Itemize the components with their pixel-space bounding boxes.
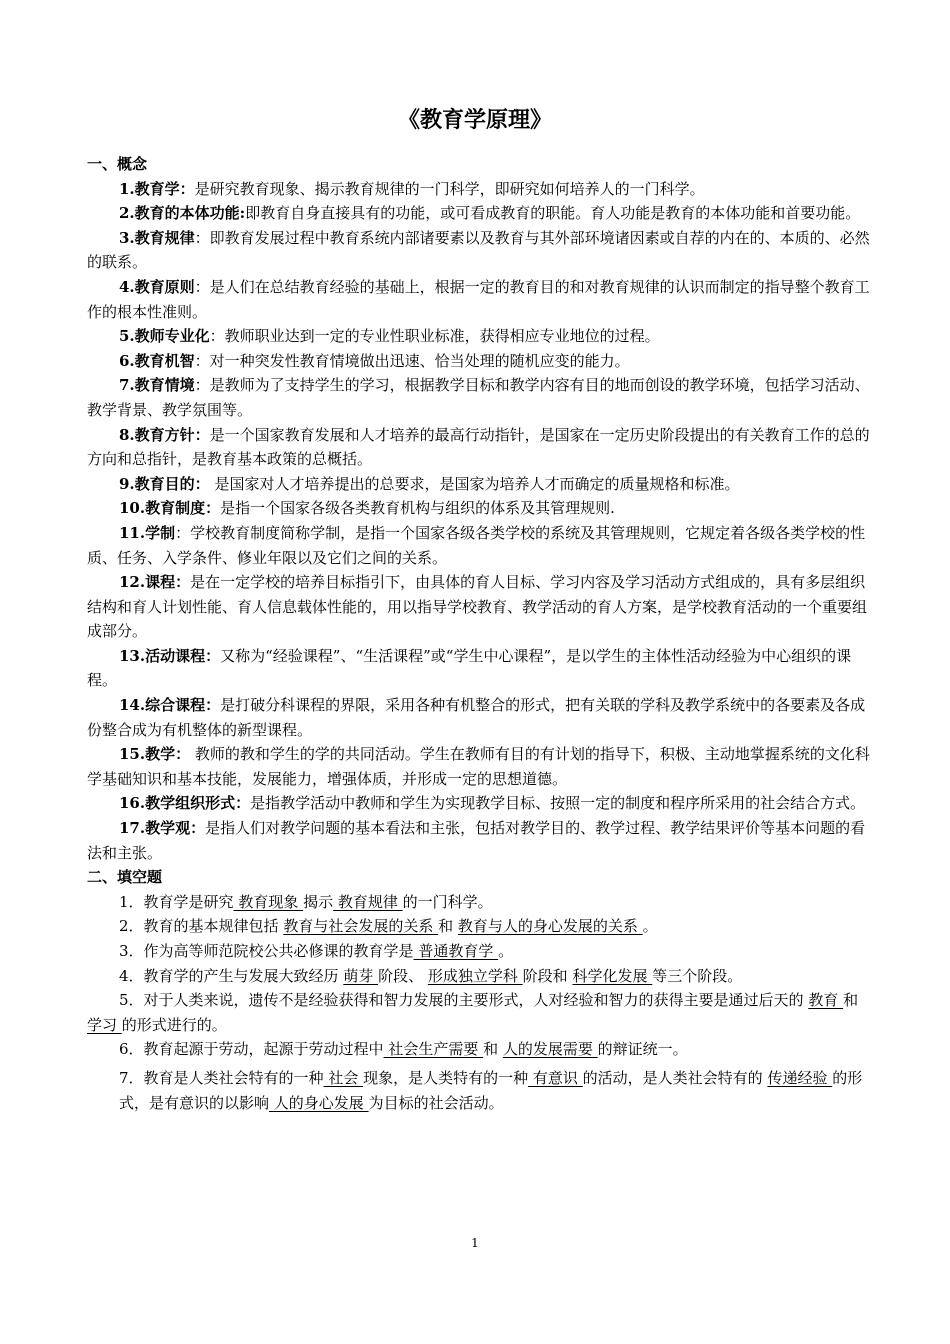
concept-definition: 是打破分科课程的界限，采用各种有机整合的形式，把有关联的学科及教学系统中的各要素及各成份整合成为有机整体的新型课程。 bbox=[87, 696, 866, 739]
concept-item bbox=[87, 521, 872, 570]
concept-definition: 是指教学活动中教师和学生为实现教学目标、按照一定的制度和程序所采用的社会结合方式。 bbox=[250, 794, 866, 813]
concept-term: 9.教育目的： bbox=[119, 474, 210, 493]
concept-definition: 教师的教和学生的学的共同活动。学生在教师有目的有计划的指导下，积极、主动地掌握系统的文化科学基础知识和基本技能，发展能力，增强体质，并形成一定的思想道德。 bbox=[87, 745, 870, 788]
concept-definition: 是国家对人才培养提出的总要求，是国家为培养人才而确定的质量规格和标准。 bbox=[209, 474, 740, 493]
concept-definition: ：教师职业达到一定的专业性职业标准，获得相应专业地位的过程。 bbox=[209, 327, 660, 346]
concept-item bbox=[87, 201, 872, 226]
concept-term: 17.教学观： bbox=[119, 819, 206, 838]
question-item bbox=[87, 939, 872, 964]
concept-definition: 又称为“经验课程”、“生活课程”或“学生中心课程”，是以学生的主体性活动经验为中心组织的课程。 bbox=[87, 646, 852, 690]
concept-item bbox=[87, 570, 872, 644]
concept-term: 12.课程： bbox=[119, 573, 191, 592]
document-title: 《教育学原理》 bbox=[397, 107, 552, 133]
question-text: 阶段、 bbox=[378, 966, 428, 985]
question-text: 3．作为高等师范院校公共必修课的教育学是 bbox=[119, 942, 414, 960]
concept-term: 4.教育原则 bbox=[119, 277, 195, 296]
question-text: 1．教育学是研究 bbox=[119, 892, 234, 911]
question-text: 的形式，是有意识的以影响 bbox=[119, 1068, 863, 1112]
answer-blank: 教育现象 bbox=[233, 892, 304, 911]
question-text: 2．教育的基本规律包括 bbox=[119, 917, 284, 936]
answer-blank: 教育规律 bbox=[333, 892, 403, 911]
concept-term: 3.教育规律 bbox=[119, 228, 195, 247]
concept-item bbox=[87, 791, 872, 816]
question-item bbox=[87, 964, 872, 989]
concept-term: 7.教育情境 bbox=[119, 376, 195, 395]
concept-definition: 即教育自身直接具有的功能，或可看成教育的职能。育人功能是教育的本体功能和首要功能。 bbox=[245, 204, 861, 223]
concept-item bbox=[87, 423, 872, 472]
concept-term: 13.活动课程： bbox=[119, 646, 221, 665]
concept-item bbox=[87, 373, 872, 422]
concept-item bbox=[87, 496, 872, 521]
concept-item bbox=[87, 816, 872, 865]
answer-blank: 人的发展需要 bbox=[502, 1040, 598, 1059]
question-item bbox=[87, 1066, 872, 1115]
question-item bbox=[87, 914, 872, 939]
concept-item bbox=[87, 226, 872, 275]
answer-blank: 形成独立学科 bbox=[427, 966, 523, 985]
concept-definition: ：即教育发展过程中教育系统内部诸要素以及教育与其外部环境诸因素或自荐的内在的、本质的、必然的联系。 bbox=[87, 228, 870, 272]
question-text: 的一门科学。 bbox=[402, 892, 493, 911]
concept-definition: ：是教师为了支持学生的学习，根据教学目标和教学内容有目的地而创设的教学环境，包括学习活动、教学背景、教学氛围等。 bbox=[87, 376, 870, 419]
section-heading-fill-in: 二、填空题 bbox=[87, 868, 163, 887]
concept-term: 6.教育机智 bbox=[119, 351, 195, 370]
answer-blank: 教育 bbox=[808, 991, 844, 1010]
concept-item bbox=[87, 644, 872, 693]
concept-term: 5.教师专业化 bbox=[119, 327, 210, 346]
question-text: 5．对于人类来说，遗传不是经验获得和智力发展的主要形式，人对经验和智力的获得主要是通过后天的 bbox=[119, 991, 809, 1010]
question-text: 和 bbox=[483, 1040, 503, 1059]
answer-blank: 传递经验 bbox=[767, 1068, 833, 1087]
concept-item bbox=[87, 742, 872, 791]
question-text: 4．教育学的产生与发展大致经历 bbox=[119, 966, 344, 985]
concept-definition: 是在一定学校的培养目标指引下，由具体的育人目标、学习内容及学习活动方式组成的，具有多层组织结构和育人计划性能、育人信息载体性能的，用以指导学校教育、教学活动的育人方案，是学校教育活动的一个重要组成部分。 bbox=[87, 573, 868, 641]
answer-blank: 教育与人的身心发展的关系 bbox=[457, 917, 643, 936]
question-text: 阶段和 bbox=[522, 966, 573, 985]
concept-term: 11.学制 bbox=[119, 523, 176, 542]
answer-blank: 人的身心发展 bbox=[269, 1093, 369, 1112]
concept-definition: 是指人们对教学问题的基本看法和主张，包括对教学目的、教学过程、教学结果评价等基本问题的看法和主张。 bbox=[87, 819, 866, 862]
concept-term: 15.教学： bbox=[119, 745, 191, 764]
concept-term: 2.教育的本体功能: bbox=[119, 204, 246, 223]
question-text: 和 bbox=[438, 917, 458, 936]
question-text: 的活动，是人类社会特有的 bbox=[582, 1068, 768, 1087]
question-text: 的形式进行的。 bbox=[121, 1015, 227, 1034]
question-text: 现象，是人类特有的一种 bbox=[363, 1068, 529, 1087]
question-text: 和 bbox=[843, 991, 859, 1010]
concept-item bbox=[87, 472, 872, 497]
question-item bbox=[87, 890, 872, 915]
section-heading-concepts: 一、概念 bbox=[87, 155, 148, 173]
question-text: 7．教育是人类社会特有的一种 bbox=[119, 1068, 324, 1087]
question-text: 为目标的社会活动。 bbox=[368, 1093, 504, 1112]
concept-term: 10.教育制度： bbox=[119, 499, 221, 518]
answer-blank: 有意识 bbox=[528, 1068, 583, 1087]
answer-blank: 科学化发展 bbox=[572, 966, 653, 985]
concept-item bbox=[87, 349, 872, 374]
concept-definition: 是研究教育现象、揭示教育规律的一门科学，即研究如何培养人的一门科学。 bbox=[194, 179, 705, 198]
concept-definition: ：学校教育制度简称学制，是指一个国家各级各类学校的系统及其管理规则，它规定着各级各类学校的性质、任务、入学条件、修业年限以及它们之间的关系。 bbox=[87, 523, 866, 567]
question-text: 。 bbox=[642, 917, 658, 936]
concept-item bbox=[87, 693, 872, 742]
question-text: 等三个阶段。 bbox=[652, 966, 743, 985]
concept-term: 16.教学组织形式： bbox=[119, 794, 251, 813]
answer-blank: 社会 bbox=[323, 1068, 364, 1087]
question-text: 的辩证统一。 bbox=[597, 1040, 688, 1059]
question-text: 。 bbox=[498, 942, 514, 960]
question-item bbox=[87, 988, 872, 1037]
concept-definition: ：对一种突发性教育情境做出迅速、恰当处理的随机应变的能力。 bbox=[194, 351, 630, 370]
answer-blank: 社会生产需要 bbox=[383, 1040, 484, 1059]
answer-blank: 学习 bbox=[87, 1015, 122, 1034]
concept-definition: ：是人们在总结教育经验的基础上，根据一定的教育目的和对教育规律的认识而制定的指导整个教育工作的根本性准则。 bbox=[87, 277, 870, 321]
question-text: 6．教育起源于劳动，起源于劳动过程中 bbox=[119, 1040, 384, 1059]
document-body bbox=[87, 152, 872, 1115]
question-text: 揭示 bbox=[303, 892, 334, 911]
concept-term: 14.综合课程： bbox=[119, 696, 221, 715]
concept-definition: 是一个国家教育发展和人才培养的最高行动指针，是国家在一定历史阶段提出的有关教育工作的总的方向和总指针，是教育基本政策的总概括。 bbox=[87, 425, 870, 469]
concept-item bbox=[87, 275, 872, 324]
question-item bbox=[87, 1037, 872, 1062]
concept-definition: 是指一个国家各级各类教育机构与组织的体系及其管理规则. bbox=[220, 499, 615, 518]
concept-term: 1.教育学： bbox=[119, 179, 195, 198]
concept-item bbox=[87, 324, 872, 349]
concept-term: 8.教育方针： bbox=[119, 425, 210, 444]
concept-item bbox=[87, 177, 872, 202]
answer-blank: 普通教育学 bbox=[413, 942, 499, 960]
answer-blank: 教育与社会发展的关系 bbox=[283, 917, 439, 936]
answer-blank: 萌芽 bbox=[343, 966, 379, 985]
page-number: 1 bbox=[471, 1236, 479, 1250]
